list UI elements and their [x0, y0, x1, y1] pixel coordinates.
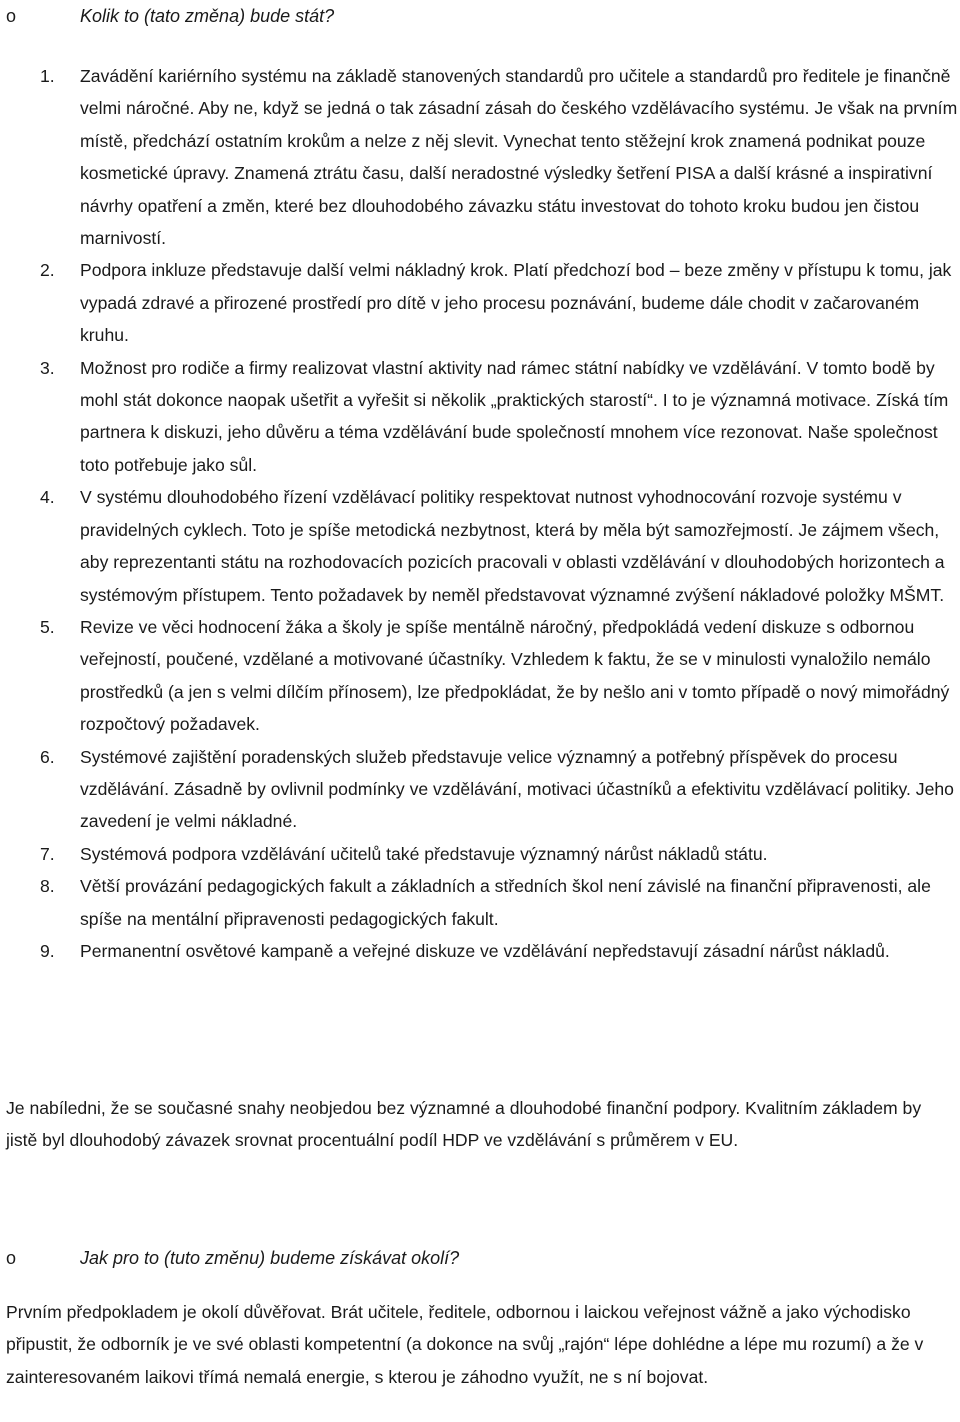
list-item-3: [0, 352, 960, 482]
list-item-number: 9.: [40, 940, 55, 961]
numbered-list: [0, 60, 960, 967]
list-item-number: 5.: [40, 616, 55, 637]
list-item-text: Zavádění kariérního systému na základě stanovených standardů pro učitele a standardů pro ředitele je finančně velmi náročné. Aby ne, když se jedná o tak zásadní zásah do českého vzdělávacího systému. Je však na prvním místě, předchází ostatním krokům a nelze z něj slevit. Vynechat tento stěžejní krok znamená podnikat pouze kosmetické úpravy. Znamená ztrátu času, další neradostné výsledky šetření PISA a další krásné a inspirativní návrhy opatření a změn, které bez dlouhodobého závazku státu investovat do tohoto kroku budou jen čistou marnivostí.: [80, 66, 958, 249]
bullet-marker: o: [6, 1248, 17, 1268]
list-item-text: Systémové zajištění poradenských služeb představuje velice významný a potřebný příspěvek do procesu vzdělávání. Zásadně by ovlivnil podmínky ve vzdělávání, motivaci účastníků a efektivitu vzdělávací politiky. Jeho zavedení je velmi nákladné.: [80, 746, 954, 832]
list-item-number: 3.: [40, 357, 55, 378]
section-heading-text: Kolik to (tato změna) bude stát?: [80, 6, 335, 26]
bullet-marker: o: [6, 6, 17, 26]
list-item-1: [0, 60, 960, 254]
closing-paragraph: Prvním předpokladem je okolí důvěřovat. Brát učitele, ředitele, odbornou i laickou veřejnost vážně a jako východisko připustit, že odborník je ve své oblasti kompetentní (a dokonce na svůj „rajón“ lépe dohlédne a lépe mu rozumí) a že v zainteresovaném laikovi třímá nemalá energie, s kterou je záhodno využít, ne s ní bojovat.: [6, 1302, 924, 1387]
list-item-number: 6.: [40, 746, 55, 767]
list-item-text: Možnost pro rodiče a firmy realizovat vlastní aktivity nad rámec státní nabídky ve vzdělávání. V tomto bodě by mohl stát dokonce naopak ušetřit a vyřešit si několik „praktických starostí“. I to je významná motivace. Získá tím partnera k diskuzi, jeho důvěru a téma vzdělávání bude společností mnohem více rezonovat. Naše společnost toto potřebuje jako sůl.: [80, 357, 949, 475]
list-item-4: [0, 481, 960, 611]
summary-paragraph: Je nabíledni, že se současné snahy neobjedou bez významné a dlouhodobé finanční podpory. Kvalitním základem by jistě byl dlouhodobý závazek srovnat procentuální podíl HDP ve vzdělávání s průměrem v EU.: [6, 1098, 922, 1151]
list-item-text: V systému dlouhodobého řízení vzdělávací politiky respektovat nutnost vyhodnocování rozvoje systému v pravidelných cyklech. Toto je spíše metodická nezbytnost, která by měla být samozřejmostí. Je zájmem všech, aby reprezentanti státu na rozhodovacích pozicích pracovali v oblasti vzdělávání v dlouhodobých horizontech a systémovým přístupem. Tento požadavek by neměl představovat významné zvýšení nákladové položky MŠMT.: [80, 487, 945, 605]
list-item-9: [0, 935, 960, 967]
list-item-5: [0, 611, 960, 741]
list-item-6: [0, 741, 960, 838]
list-item-text: Revize ve věci hodnocení žáka a školy je spíše mentálně náročný, předpokládá vedení diskuze s odbornou veřejností, poučené, vzdělané a motivované účastníky. Vzhledem k faktu, že se v minulosti vynaložilo nemálo prostředků (a jen s velmi dílčím přínosem), lze předpokládat, že by nešlo ani v tomto případě o nový mimořádný rozpočtový požadavek.: [80, 616, 950, 735]
list-item-2: [0, 254, 960, 351]
list-item-number: 4.: [40, 487, 55, 508]
list-item-7: [0, 838, 960, 870]
list-item-text: Permanentní osvětové kampaně a veřejné diskuze ve vzdělávání nepředstavují zásadní nárůst nákladů.: [80, 940, 890, 961]
section-heading-text: Jak pro to (tuto změnu) budeme získávat okolí?: [80, 1248, 460, 1268]
list-item-text: Podpora inkluze představuje další velmi nákladný krok. Platí předchozí bod – beze změny v přístupu k tomu, jak vypadá zdravé a přirozené prostředí pro dítě v jeho procesu poznávání, budeme dále chodit v začarovaném kruhu.: [80, 260, 952, 346]
list-item-number: 1.: [40, 66, 55, 86]
list-item-number: 2.: [40, 260, 55, 281]
list-item-number: 7.: [40, 843, 55, 864]
list-item-8: [0, 870, 960, 935]
list-item-number: 8.: [40, 876, 55, 897]
list-item-text: Větší provázání pedagogických fakult a základních a středních škol není závislé na finanční připravenosti, ale spíše na mentální připravenosti pedagogických fakult.: [80, 876, 931, 929]
list-item-text: Systémová podpora vzdělávání učitelů také představuje významný nárůst nákladů státu.: [80, 843, 768, 864]
